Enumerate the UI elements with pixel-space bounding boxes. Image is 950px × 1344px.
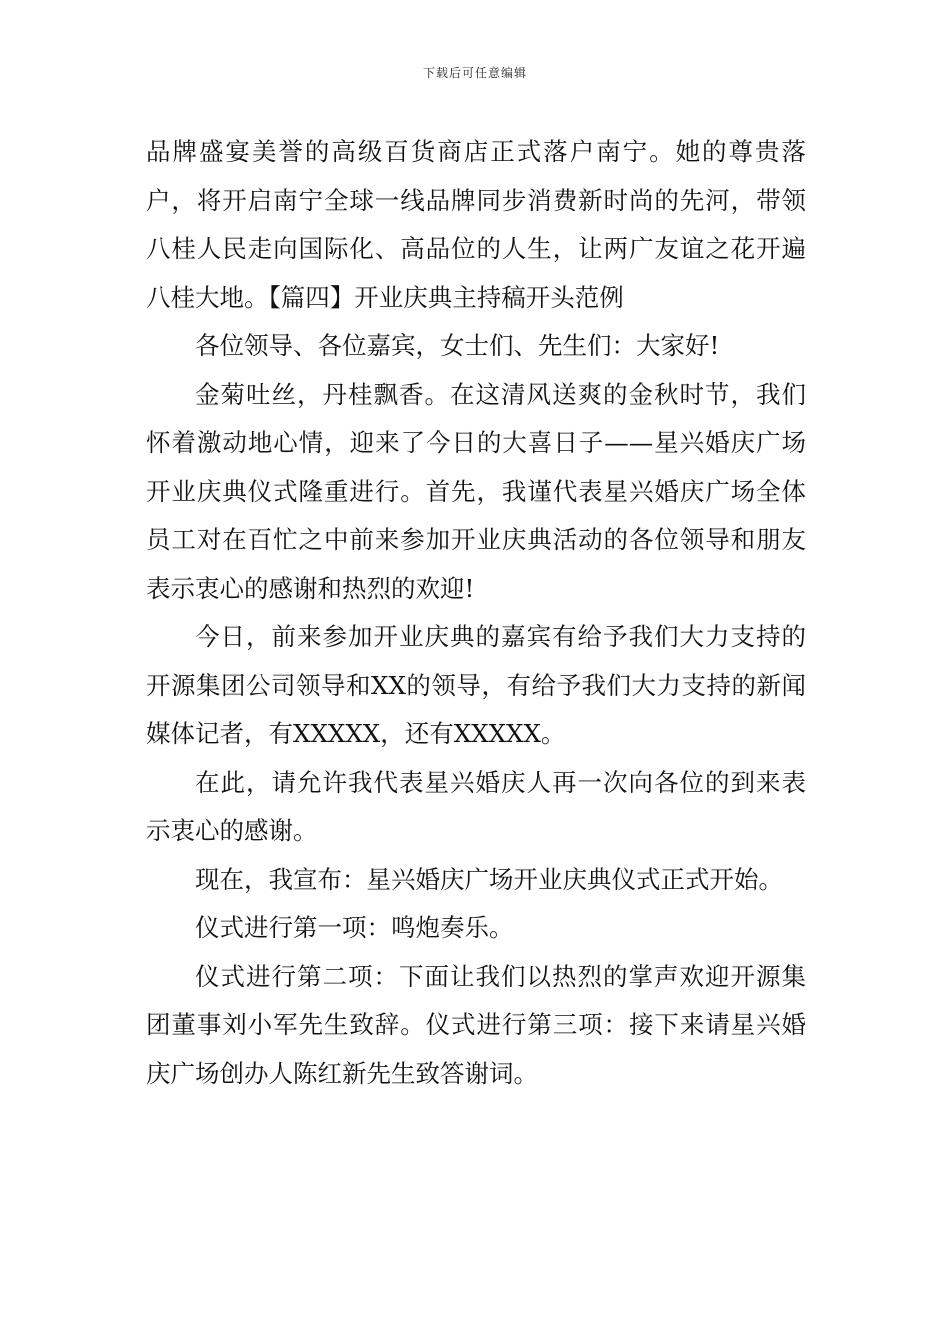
document-body [146,128,806,1098]
page-header-note: 下载后可任意编辑 [422,66,527,80]
paragraph-guests: 今日，前来参加开业庆典的嘉宾有给予我们大力支持的开源集团公司领导和XX的领导，有给予我们大力支持的新闻媒体记者，有XXXXX，还有XXXXX。 [146,622,806,748]
paragraph-thanks: 在此，请允许我代表星兴婚庆人再一次向各位的到来表示衷心的感谢。 [146,767,806,845]
paragraph-greeting: 各位领导、各位嘉宾，女士们、先生们：大家好! [195,331,720,360]
paragraph-1: 品牌盛宴美誉的高级百货商店正式落户南宁。她的尊贵落户，将开启南宁全球一线品牌同步消费新时尚的先河，带领八桂人民走向国际化、高品位的人生，让两广友谊之花开遍八桂大地。【篇四】开业庆典主持稿开头范例 [146,137,806,312]
paragraph-announce: 现在，我宣布：星兴婚庆广场开业庆典仪式正式开始。 [195,864,783,894]
paragraph-item-one: 仪式进行第一项：鸣炮奏乐。 [195,913,514,942]
paragraph-item-two-three: 仪式进行第二项：下面让我们以热烈的掌声欢迎开源集团董事刘小军先生致辞。仪式进行第三项：接下来请星兴婚庆广场创办人陈红新先生致答谢词。 [146,961,806,1088]
paragraph-opening: 金菊吐丝，丹桂飘香。在这清风送爽的金秋时节，我们怀着激动地心情，迎来了今日的大喜日子——星兴婚庆广场开业庆典仪式隆重进行。首先，我谨代表星兴婚庆广场全体员工对在百忙之中前来参加开业庆典活动的各位领导和朋友表示衷心的感谢和热烈的欢迎! [146,379,806,603]
